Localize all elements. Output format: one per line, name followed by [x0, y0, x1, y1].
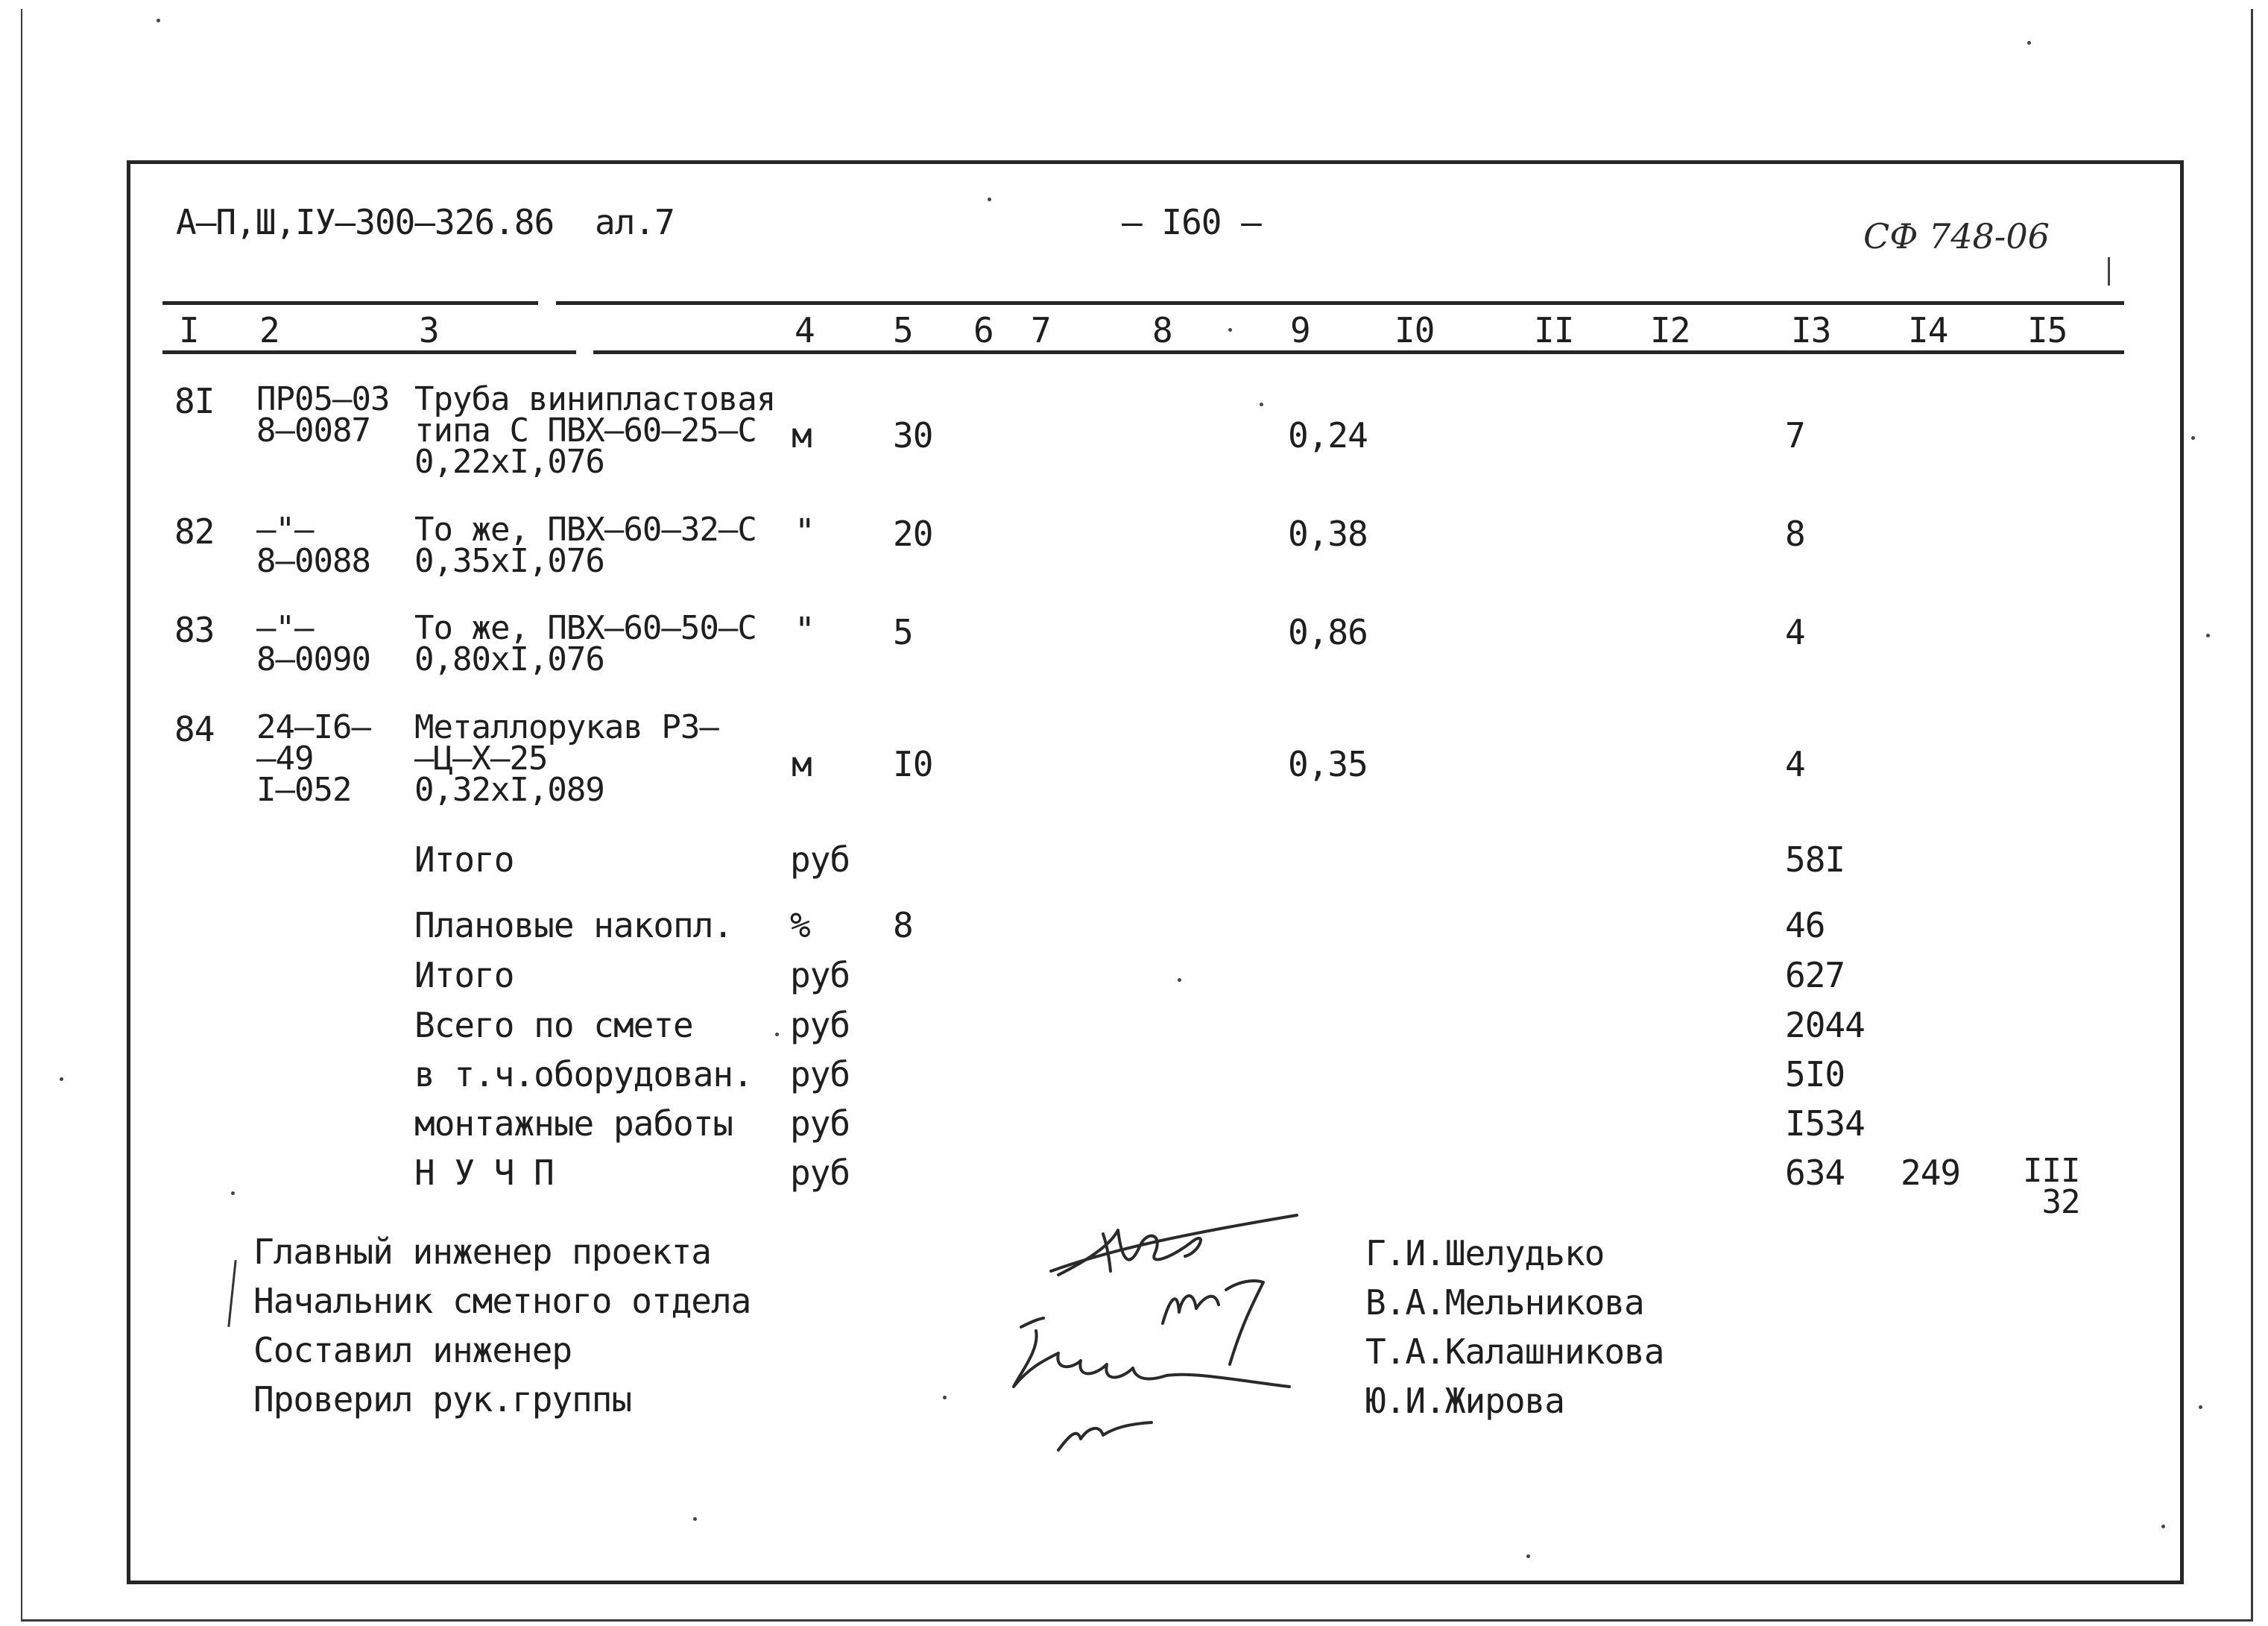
scan-speck [775, 1033, 779, 1036]
scan-speck [1228, 328, 1232, 332]
col-header-14: I4 [1908, 310, 1948, 350]
signature-role: Начальник сметного отдела [253, 1281, 751, 1321]
col-header-15: I5 [2027, 310, 2068, 350]
quantity: I0 [893, 744, 933, 784]
summary-total: 5I0 [1785, 1054, 1845, 1094]
header-rule [162, 350, 576, 354]
scan-speck [1178, 978, 1181, 982]
total-cost: 4 [1785, 612, 1805, 652]
summary-unit: руб [790, 1153, 850, 1193]
total-cost: 8 [1785, 514, 1805, 554]
summary-total: I534 [1785, 1103, 1865, 1144]
signature-name: В.А.Мельникова [1365, 1282, 1644, 1323]
scan-speck [2206, 634, 2210, 637]
summary-rate: 8 [893, 905, 913, 945]
summary-label: в т.ч.оборудован. [414, 1054, 753, 1094]
col-header-13: I3 [1791, 310, 1831, 350]
signature-role: Составил инженер [253, 1330, 572, 1370]
header-rule [556, 301, 2124, 305]
scan-speck [157, 19, 160, 22]
col-header-12: I2 [1650, 310, 1690, 350]
summary-total: 46 [1785, 905, 1825, 945]
item-name: То же, ПВХ–60–50–С 0,80xI,076 [414, 609, 756, 678]
col-header-8: 8 [1152, 310, 1172, 350]
scan-speck [943, 1396, 947, 1399]
summary-col15: III 32 [2023, 1152, 2080, 1221]
sheet-number: ал.7 [595, 202, 675, 242]
col-header-7: 7 [1031, 310, 1051, 350]
row-number: 84 [174, 709, 215, 749]
scan-speck [693, 1517, 697, 1521]
scan-speck [231, 1191, 235, 1195]
total-cost: 4 [1785, 744, 1805, 784]
header-rule [162, 301, 538, 305]
summary-total: 2044 [1785, 1005, 1865, 1045]
page-number: – I60 – [1122, 202, 1261, 242]
unit: м [792, 744, 812, 784]
price-code: –"– 8–0090 [256, 609, 370, 678]
scan-speck [1260, 403, 1263, 406]
col-header-2: 2 [259, 310, 279, 350]
handwritten-stamp: СФ 748-06 [1863, 216, 2050, 256]
summary-label: монтажные работы [414, 1103, 733, 1144]
item-name: То же, ПВХ–60–32–С 0,35xI,076 [414, 511, 756, 580]
col-header-1: I [179, 310, 199, 350]
unit-price: 0,35 [1288, 744, 1368, 784]
signature-role: Главный инженер проекта [253, 1232, 711, 1272]
summary-total: 634 [1785, 1153, 1845, 1193]
col-header-4: 4 [795, 310, 815, 350]
scan-speck [1526, 1554, 1530, 1558]
total-cost: 7 [1785, 415, 1805, 456]
price-code: 24–I6– –49 I–052 [256, 708, 370, 809]
summary-unit: руб [790, 839, 850, 880]
document-code: А–П,Ш,IУ–300–326.86 [176, 202, 555, 242]
summary-col14: 249 [1901, 1153, 1961, 1193]
signature-name: Г.И.Шелудько [1365, 1233, 1605, 1273]
quantity: 5 [893, 612, 913, 652]
unit-price: 0,38 [1288, 514, 1368, 554]
signature-role: Проверил рук.группы [253, 1379, 632, 1419]
quantity: 30 [893, 415, 933, 456]
scan-speck [2161, 1525, 2165, 1528]
col-header-9: 9 [1290, 310, 1310, 350]
header-rule [593, 350, 2124, 354]
col-header-5: 5 [893, 310, 913, 350]
col-header-10: I0 [1394, 310, 1435, 350]
unit: " [795, 610, 815, 650]
price-code: ПР05–03 8–0087 [256, 380, 390, 450]
scan-speck [2027, 41, 2031, 45]
unit: м [792, 415, 812, 456]
col-header-6: 6 [973, 310, 994, 350]
handwritten-signatures [969, 1200, 1327, 1469]
signature-name: Ю.И.Жирова [1365, 1381, 1564, 1421]
summary-total: 627 [1785, 955, 1845, 995]
summary-unit: руб [790, 1054, 850, 1094]
col-header-3: 3 [419, 310, 439, 350]
summary-unit: % [790, 905, 810, 945]
item-name: Труба винипластовая типа С ПВХ–60–25–С 0,22xI,076 [414, 380, 776, 481]
scan-speck [2191, 436, 2195, 440]
price-code: –"– 8–0088 [256, 511, 370, 580]
col-header-11: II [1534, 310, 1574, 350]
summary-label: Всего по смете [414, 1005, 693, 1045]
row-number: 82 [174, 511, 215, 552]
summary-label: Н У Ч П [414, 1153, 554, 1193]
signature-name: Т.А.Калашникова [1365, 1332, 1664, 1372]
item-name: Металлорукав РЗ– –Ц–Х–25 0,32xI,089 [414, 708, 718, 809]
summary-label: Итого [414, 955, 514, 995]
summary-unit: руб [790, 955, 850, 995]
summary-unit: руб [790, 1005, 850, 1045]
summary-total: 58I [1785, 839, 1845, 880]
unit: " [795, 511, 815, 552]
row-number: 8I [174, 381, 215, 421]
scan-speck [988, 198, 991, 201]
summary-label: Плановые накопл. [414, 905, 733, 945]
unit-price: 0,24 [1288, 415, 1368, 456]
unit-price: 0,86 [1288, 612, 1368, 652]
row-number: 83 [174, 610, 215, 650]
summary-label: Итого [414, 839, 514, 880]
scan-mark [2108, 257, 2110, 286]
scan-speck [2199, 1405, 2202, 1409]
summary-unit: руб [790, 1103, 850, 1144]
scan-speck [60, 1077, 63, 1081]
quantity: 20 [893, 514, 933, 554]
